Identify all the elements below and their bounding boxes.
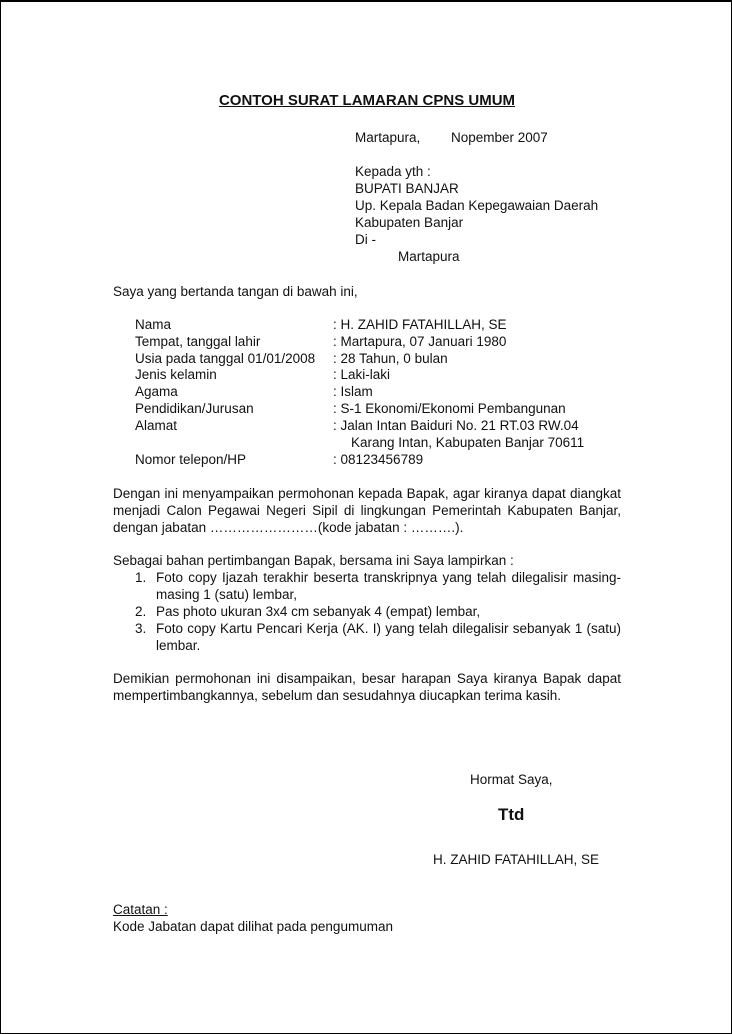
identity-label: Usia pada tanggal 01/01/2008: [135, 351, 316, 366]
identity-label: Alamat: [135, 418, 178, 433]
list-item-text: Pas photo ukuran 3x4 cm sebanyak 4 (empat) lembar,: [156, 604, 481, 619]
closing-paragraph: Demikian permohonan ini disampaikan, besar harapan Saya kiranya Bapak dapat mempertimbangkannya, sebelum dan sesudahnya diucapkan terima kasih.: [113, 671, 621, 703]
recipient-line: Di -: [355, 232, 376, 247]
identity-label: Pendidikan/Jurusan: [135, 401, 254, 416]
letter-title: CONTOH SURAT LAMARAN CPNS UMUM: [218, 92, 516, 109]
recipient-greeting: Kepada yth :: [355, 164, 431, 179]
signature-name: H. ZAHID FATAHILLAH, SE: [433, 852, 600, 867]
identity-label: Tempat, tanggal lahir: [135, 334, 261, 349]
request-paragraph: Dengan ini menyampaikan permohonan kepada Bapak, agar kiranya dapat diangkat menjadi Calon Pegawai Negeri Sipil di lingkungan Pemerintah Kabupaten Banjar, dengan jabatan ……………………(kode jabatan : ……….).: [113, 486, 621, 535]
list-item-text: Foto copy Kartu Pencari Kerja (AK. I) yang telah dilegalisir sebanyak 1 (satu) lembar.: [156, 621, 621, 653]
recipient-line: Up. Kepala Badan Kepegawaian Daerah: [355, 198, 599, 213]
identity-label: Agama: [135, 384, 178, 399]
identity-label: Nomor telepon/HP: [135, 452, 247, 467]
identity-value: : Martapura, 07 Januari 1980: [333, 334, 507, 349]
identity-label: Jenis kelamin: [135, 367, 217, 382]
identity-value: : 08123456789: [333, 452, 424, 467]
signature-salutation: Hormat Saya,: [470, 772, 553, 787]
identity-value-continued: Karang Intan, Kabupaten Banjar 70611: [351, 435, 585, 450]
list-item-text: Foto copy Ijazah terakhir beserta transkripnya yang telah dilegalisir masing-masing 1 (satu) lembar,: [156, 570, 621, 602]
identity-value: : Laki-laki: [333, 367, 391, 382]
recipient-line: BUPATI BANJAR: [355, 181, 459, 196]
list-item: [113, 569, 621, 603]
recipient-line: Kabupaten Banjar: [355, 215, 464, 230]
list-item: [113, 620, 621, 654]
note-text: Kode Jabatan dapat dilihat pada pengumuman: [113, 919, 393, 934]
list-item: [113, 603, 621, 620]
intro-text: Saya yang bertanda tangan di bawah ini,: [113, 284, 358, 299]
recipient-line: Martapura: [398, 249, 460, 264]
identity-label: Nama: [135, 317, 172, 332]
date: Nopember 2007: [451, 130, 548, 145]
signature-mark: Ttd: [498, 805, 525, 824]
identity-value: : Jalan Intan Baiduri No. 21 RT.03 RW.04: [333, 418, 579, 433]
list-item-number: 2.: [135, 604, 147, 619]
attachments-list: [113, 569, 621, 654]
attachments-intro: Sebagai bahan pertimbangan Bapak, bersama ini Saya lampirkan :: [113, 553, 514, 568]
identity-value: : S-1 Ekonomi/Ekonomi Pembangunan: [333, 401, 566, 416]
identity-value: : Islam: [333, 384, 373, 399]
identity-value: : 28 Tahun, 0 bulan: [333, 351, 448, 366]
note-label: Catatan :: [113, 902, 168, 917]
place: Martapura,: [355, 130, 421, 145]
list-item-number: 1.: [135, 570, 147, 585]
identity-value: : H. ZAHID FATAHILLAH, SE: [333, 317, 507, 332]
list-item-number: 3.: [135, 621, 147, 636]
